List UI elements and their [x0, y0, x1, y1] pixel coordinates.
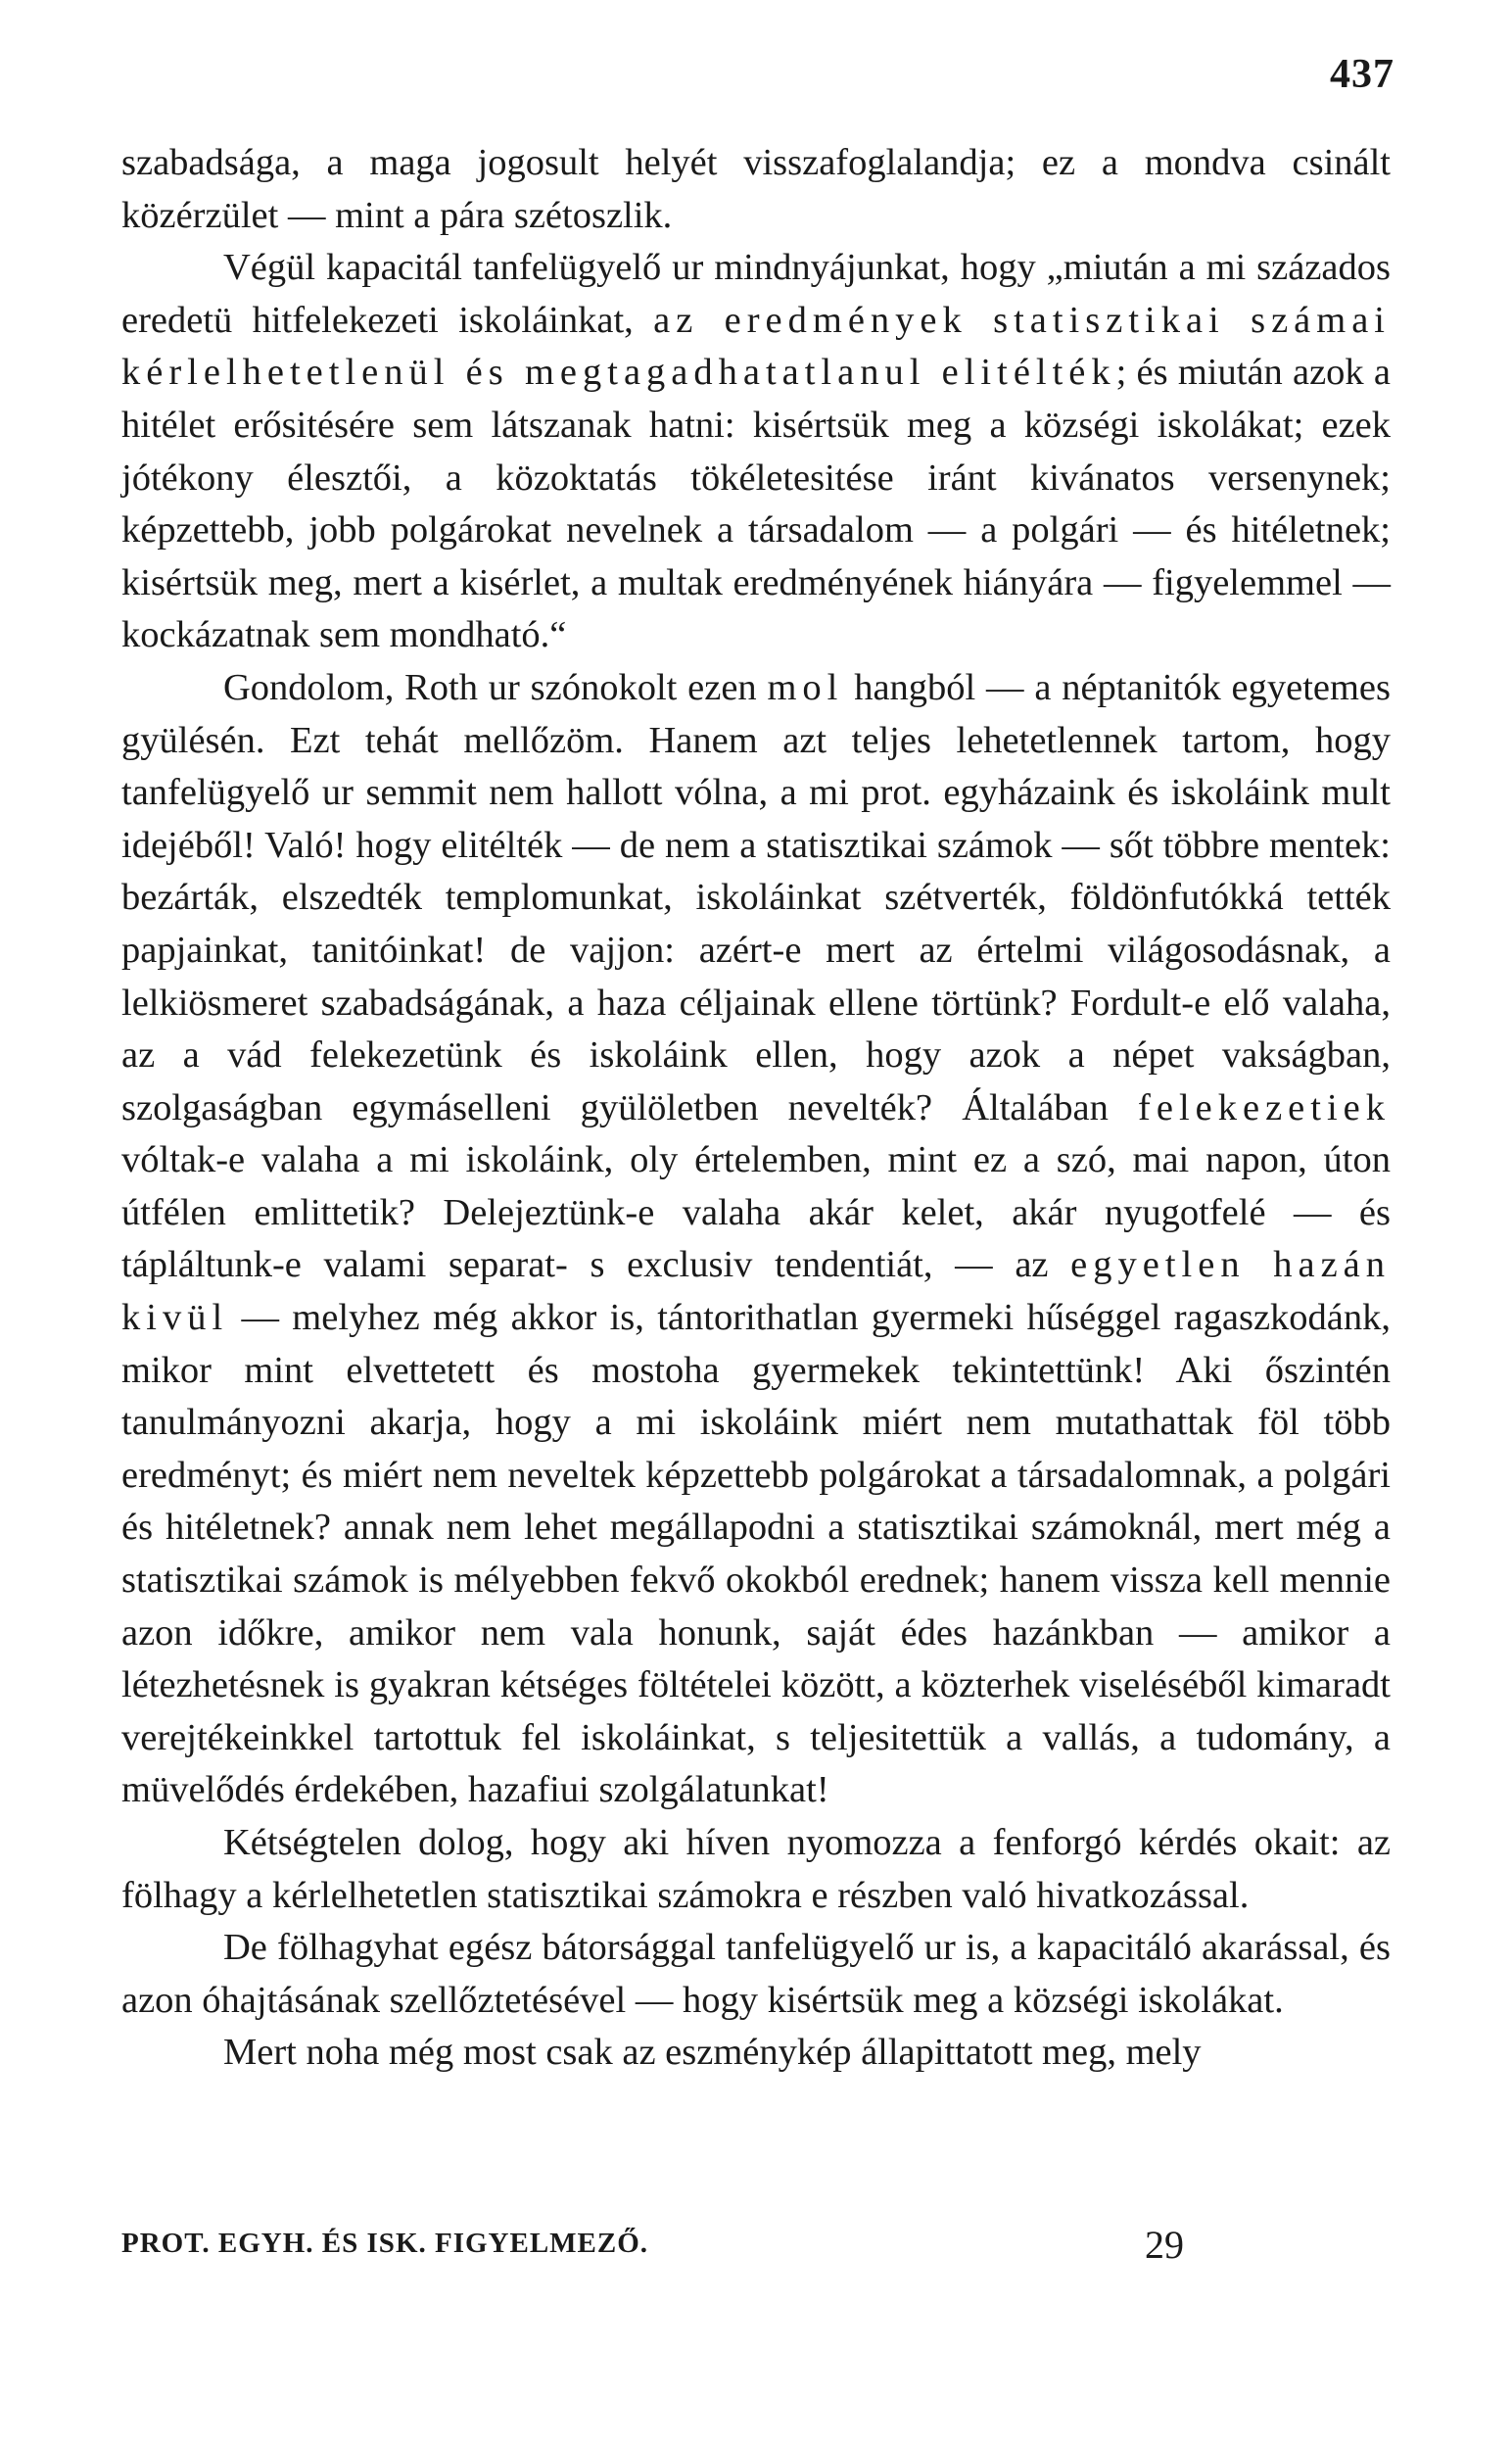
text-segment: Mert noha még most csak az eszménykép állapittatott meg, mely — [223, 2032, 1202, 2074]
emphasized-text-segment: egyetlen hazán kivül — [121, 1244, 1392, 1339]
text-segment: vóltak-e valaha a mi iskoláink, oly értelemben, mint ez a szó, mai napon, úton útfélen emlittetik? Delejeztünk-e valaha akár kelet, akár nyugotfelé — és tápláltunk-e valami separat- s exclusiv tendentiát, — az — [121, 1139, 1391, 1286]
text-segment: Gondolom, Roth ur szónokolt ezen — [223, 666, 768, 708]
emphasized-text-segment: az eredmények statisztikai számai kérlelhetetlenül és megtagadhatatlanul elitélték — [121, 299, 1391, 394]
paragraph-2 — [121, 242, 1391, 662]
text-segment: hangból — a néptanitók egyetemes gyülésén. Ezt tehát mellőzöm. Hanem azt teljes lehetetlennek tartom, hogy tanfelügyelő ur semmit nem hallott vólna, a mi prot. egyházaink és iskoláink mult idejéből! Való! hogy elitélték — de nem a statisztikai számok — sőt többre mentek: bezárták, elszedték templomunkat, iskoláinkat szétverték, földönfutókká tették papjainkat, tanitóinkat! de vajjon: azért-e mert az értelmi világosodásnak, a lelkiösmeret szabadságának, a haza céljainak ellene törtünk? Fordult-e elő valaha, az a vád felekezetünk és iskoláink ellen, hogy azok a népet vakságban, szolgaságban egymásellenі gyülöletben nevelték? Általában — [121, 666, 1391, 1128]
journal-title: PROT. EGYH. ÉS ISK. FIGYELMEZŐ. — [121, 2228, 649, 2259]
text-segment: Végül kapacitál tanfelügyelő ur mindnyájunkat, hogy „miután a mi százados eredetü hitfelekezeti iskoláinkat, — [121, 247, 1391, 341]
emphasized-text-segment: felekezetiek — [1138, 1086, 1391, 1128]
page-footer — [121, 2222, 1391, 2280]
text-segment: ; és miután azok a hitélet erősitésére sem látszanak hatni: kisértsük meg a községi iskolákat; ezek jótékony élesztői, a közoktatás tökéletesitése iránt kivánatos versenynek; képzettebb, jobb polgárokat nevelnek a társadalom — a polgári — és hitéletnek; kisértsük meg, mert a kisérlet, a multak eredményének hiányára — figyelemmel — kockázatnak sem mondható.“ — [121, 352, 1391, 656]
paragraph-6 — [121, 2027, 1391, 2080]
text-segment: Kétségtelen dolog, hogy aki híven nyomozza a fenforgó kérdés okait: az fölhagy a kérlelhetetlen statisztikai számokra e részben való hivatkozással. — [121, 1822, 1391, 1916]
paragraph-3 — [121, 662, 1391, 1817]
text-segment: De fölhagyhat egész bátorsággal tanfelügyelő ur is, a kapacitáló akarással, és azon óhajtásának szellőztetésével — hogy kisértsük meg a községi iskolákat. — [121, 1927, 1391, 2021]
paragraph-4 — [121, 1817, 1391, 1922]
emphasized-text-segment: mol — [767, 666, 844, 708]
signature-mark: 29 — [1145, 2223, 1184, 2267]
paragraph-1 — [121, 137, 1391, 242]
paragraph-5 — [121, 1922, 1391, 2027]
body-text — [121, 137, 1391, 2080]
text-segment: szabadsága, a maga jogosult helyét visszafoglalandja; ez a mondva csinált közérzület — mint a pára szétoszlik. — [121, 142, 1391, 236]
text-segment: — melyhez még akkor is, tántorithatlan gyermeki hűséggel ragaszkodánk, mikor mint elvettetett és mostoha gyermekek tekintettünk! Aki őszintén tanulmányozni akarja, hogy a mi iskoláink miért nem mutathattak föl több eredményt; és miért nem neveltek képzettebb polgárokat a társadalomnak, a polgári és hitéletnek? annak nem lehet megállapodni a statisztikai számoknál, mert még a statisztikai számok is mélyebben fekvő okokból erednek; hanem vissza kell mennie azon időkre, amikor nem vala honunk, saját édes hazánkban — amikor a létezhetésnek is gyakran kétséges föltételei között, a közterhek viseléséből kimaradt verejtékeinkkel tartottuk fel iskoláinkat, s teljesitettük a vallás, a tudomány, a müvelődés érdekében, hazafiui szolgálatunkat! — [121, 1297, 1391, 1811]
page-number: 437 — [1330, 52, 1394, 97]
